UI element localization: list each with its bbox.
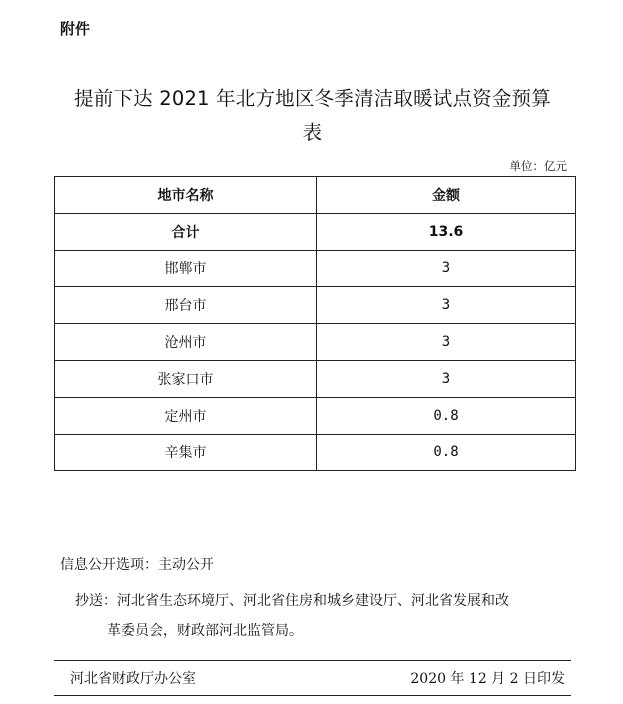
footer-rule-bottom (54, 695, 571, 696)
table-row (55, 250, 576, 287)
table-row (55, 434, 576, 471)
city-amount: 3 (317, 250, 576, 287)
issuer: 河北省财政厅办公室 (70, 671, 196, 687)
cc-line-2: 革委员会，财政部河北监管局。 (107, 623, 303, 639)
unit-label: 单位：亿元 (509, 159, 567, 173)
table-row (55, 324, 576, 361)
print-date: 2020 年 12 月 2 日印发 (410, 671, 565, 687)
cc-line-1: 抄送：河北省生态环境厅、河北省住房和城乡建设厅、河北省发展和改 (75, 593, 509, 609)
city-amount: 3 (317, 324, 576, 361)
city-amount: 0.8 (317, 397, 576, 434)
attachment-label: 附件 (60, 20, 91, 38)
city-amount: 0.8 (317, 434, 576, 471)
total-amount: 13.6 (317, 213, 576, 250)
document-title (60, 82, 565, 150)
city-name: 邢台市 (55, 287, 317, 324)
budget-table (54, 176, 576, 471)
footer-rule-top (54, 660, 571, 661)
city-name: 辛集市 (55, 434, 317, 471)
cc-block (75, 586, 575, 646)
city-amount: 3 (317, 287, 576, 324)
total-row (55, 213, 576, 250)
disclosure-option: 信息公开选项：主动公开 (60, 557, 214, 573)
city-amount: 3 (317, 360, 576, 397)
city-name: 沧州市 (55, 324, 317, 361)
city-name: 邯郸市 (55, 250, 317, 287)
city-name: 张家口市 (55, 360, 317, 397)
title-line-2: 表 (302, 121, 323, 144)
table-header-row (55, 177, 576, 214)
table-row (55, 360, 576, 397)
header-amount: 金额 (317, 177, 576, 214)
table-row (55, 287, 576, 324)
table-row (55, 397, 576, 434)
header-city: 地市名称 (55, 177, 317, 214)
city-name: 定州市 (55, 397, 317, 434)
total-label: 合计 (55, 213, 317, 250)
title-line-1: 提前下达 2021 年北方地区冬季清洁取暖试点资金预算 (74, 87, 551, 110)
